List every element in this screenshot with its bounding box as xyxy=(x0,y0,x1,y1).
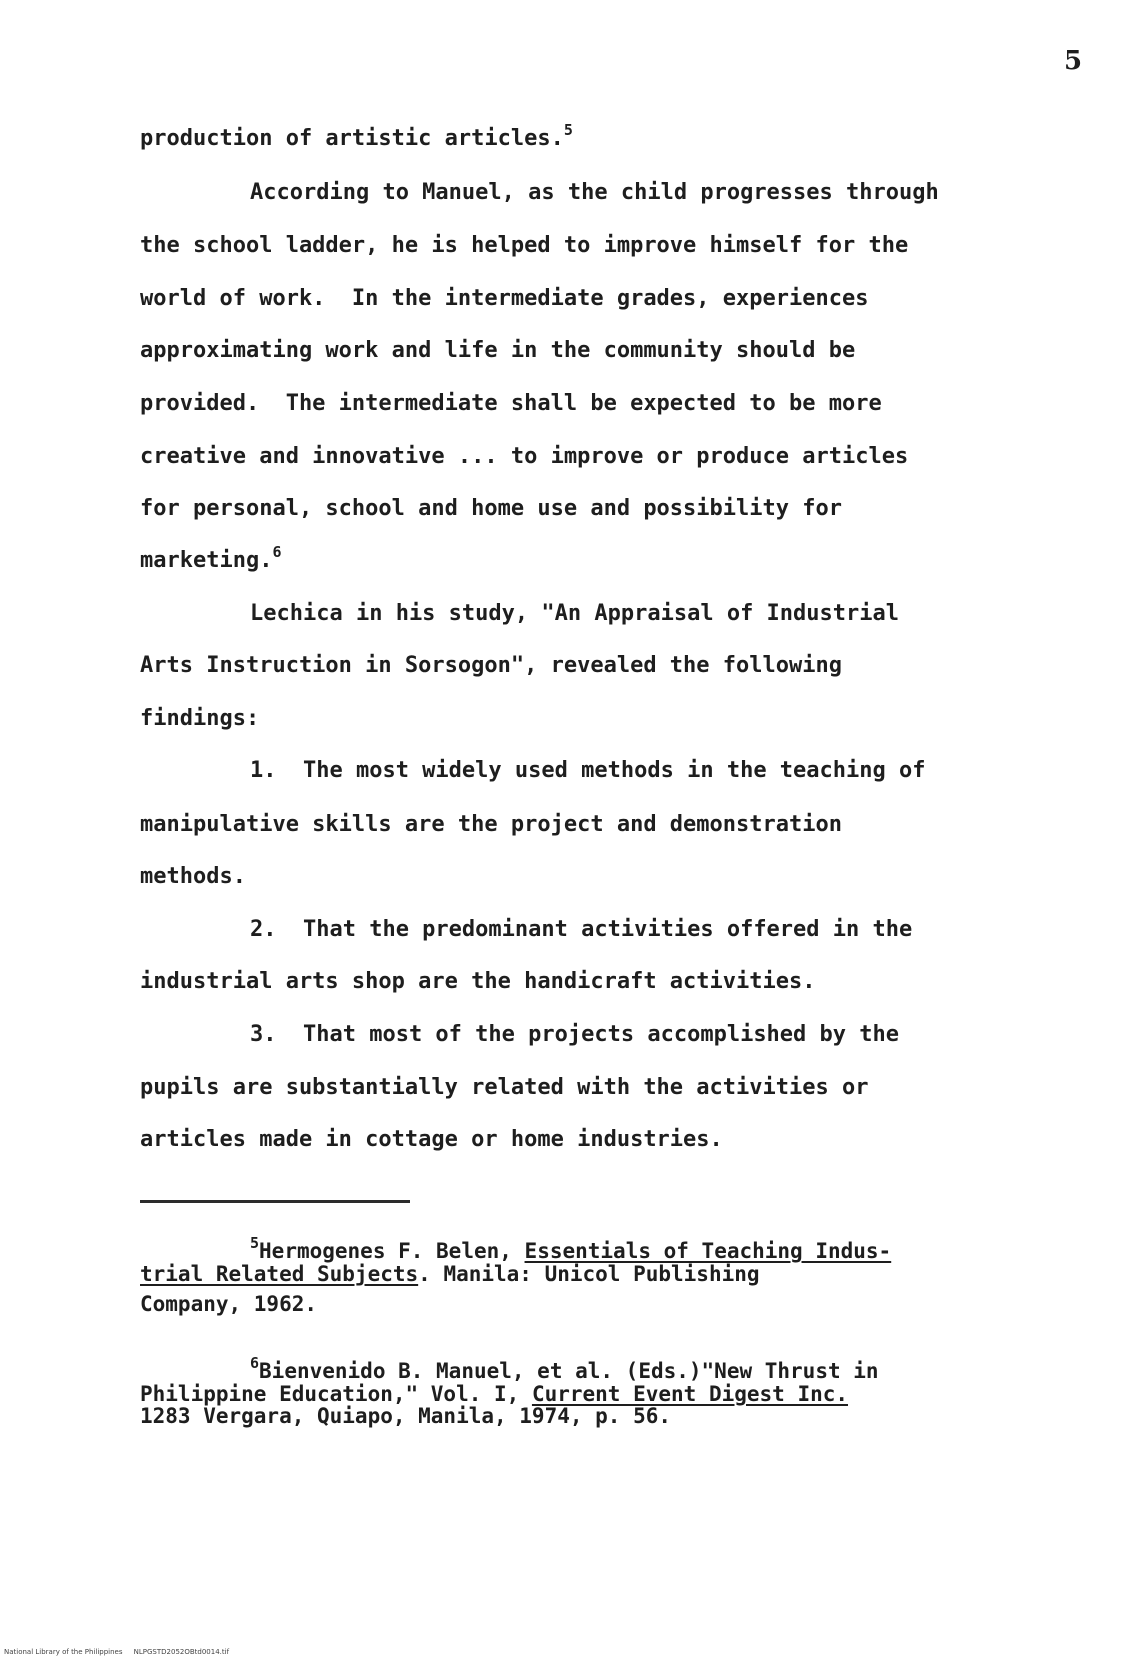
footnote-title: trial Related Subjects xyxy=(140,1262,419,1286)
footnote-text: Bienvenido B. Manuel, et al. (Eds.)"New Thrust in xyxy=(259,1359,879,1383)
list-item-line: 1. The most widely used methods in the teaching of xyxy=(250,758,926,783)
footnote-title: Current Event Digest Inc. xyxy=(531,1382,849,1406)
body-line: approximating work and life in the community should be xyxy=(140,338,856,363)
body-text: marketing. xyxy=(140,548,273,573)
footnote-marker: 6 xyxy=(272,543,282,561)
body-line xyxy=(140,543,282,573)
body-line: Arts Instruction in Sorsogon", revealed the following xyxy=(140,653,842,678)
footnote-number: 6 xyxy=(250,1354,260,1372)
list-item-line: articles made in cottage or home industries. xyxy=(140,1127,723,1152)
list-item-line: 2. That the predominant activities offered in the xyxy=(250,917,913,942)
list-item-line: methods. xyxy=(140,864,246,889)
body-line: findings: xyxy=(140,706,260,731)
body-line: provided. The intermediate shall be expected to be more xyxy=(140,391,882,416)
footnote-divider xyxy=(140,1200,410,1203)
page-number: 5 xyxy=(1064,46,1083,76)
list-item-line: manipulative skills are the project and demonstration xyxy=(140,812,842,837)
footnote-title: Essentials of Teaching Indus- xyxy=(524,1239,892,1263)
footnote-text: Philippine Education," Vol. I, xyxy=(140,1382,532,1406)
body-line: the school ladder, he is helped to improve himself for the xyxy=(140,233,909,258)
body-line: creative and innovative ... to improve or produce articles xyxy=(140,444,909,469)
footer-file: NLPGSTD2052OBtd0014.tif xyxy=(133,1648,230,1656)
list-item-line: pupils are substantially related with the activities or xyxy=(140,1075,869,1100)
list-item-line: 3. That most of the projects accomplished by the xyxy=(250,1022,900,1047)
footnote-line xyxy=(140,1264,760,1285)
body-text: production of artistic articles. xyxy=(140,126,564,151)
body-line: world of work. In the intermediate grades, experiences xyxy=(140,286,869,311)
footnote-text: . Manila: Unicol Publishing xyxy=(418,1262,760,1286)
list-item-line: industrial arts shop are the handicraft activities. xyxy=(140,969,816,994)
footnote-marker: 5 xyxy=(563,121,573,139)
body-line xyxy=(140,121,573,151)
footnote-line xyxy=(250,1234,892,1263)
footnote-line: 1283 Vergara, Quiapo, Manila, 1974, p. 56. xyxy=(140,1404,672,1428)
footer-library: National Library of the Philippines xyxy=(4,1648,123,1656)
footnote-line xyxy=(250,1354,879,1383)
body-line: Lechica in his study, "An Appraisal of Industrial xyxy=(250,601,900,626)
scan-footer xyxy=(4,1648,229,1656)
body-line: for personal, school and home use and possibility for xyxy=(140,496,842,521)
footnote-number: 5 xyxy=(250,1234,260,1252)
footnote-line: Company, 1962. xyxy=(140,1292,318,1316)
footnote-text: Hermogenes F. Belen, xyxy=(259,1239,525,1263)
footnote-line xyxy=(140,1384,848,1405)
body-line: According to Manuel, as the child progresses through xyxy=(250,180,939,205)
